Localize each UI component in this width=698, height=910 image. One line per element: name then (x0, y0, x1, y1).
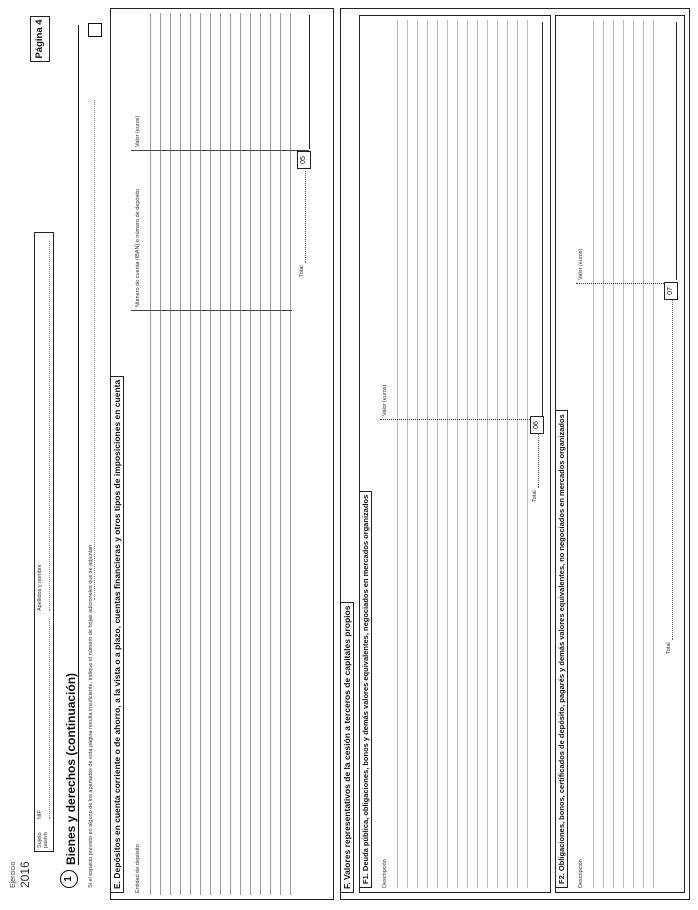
deposit-rows[interactable] (141, 13, 292, 895)
apellidos-field[interactable] (49, 241, 50, 611)
additional-sheets-note: Si el espacio previsto en alguno de los apartados de esta página resulta insuficiente, indique el número de hojas adicionales que se adjuntan (88, 544, 94, 888)
nif-field[interactable] (49, 619, 50, 819)
section-e (110, 8, 334, 900)
total-e-field[interactable] (297, 15, 310, 149)
section-title: Bienes y derechos (continuación) (64, 672, 78, 865)
section-f2 (555, 15, 685, 893)
f2-total-label: Total (666, 642, 672, 654)
f1-total-field[interactable] (530, 22, 543, 416)
f1-total-leader (538, 434, 539, 488)
col-divider-1 (131, 310, 292, 311)
page-number: Página 4 (30, 16, 50, 62)
section-e-title: E. Depósitos en cuenta corriente o de ahorro, a la vista o a plazo, cuentas financieras y otros tipos de imposiciones en cuenta (110, 376, 124, 893)
section-f (340, 8, 690, 900)
ejercicio-label: Ejercicio (10, 861, 17, 888)
total-e-label: Total (299, 265, 305, 277)
f1-rows[interactable] (388, 20, 528, 888)
section-f1-title: F1. Deuda pública, obligaciones, bonos y demás valores equivalentes, negociados en mercados organizados (359, 491, 372, 888)
sujeto-pasivo-label: Sujeto pasivo (37, 832, 49, 848)
additional-sheets-checkbox[interactable] (88, 23, 102, 37)
nif-label: NIF (37, 810, 43, 819)
box-06: 06 (530, 416, 544, 434)
apellidos-label: Apellidos y nombre (37, 564, 43, 611)
note-leader (94, 100, 95, 600)
section-f1 (359, 15, 551, 893)
box-05: 05 (297, 151, 311, 169)
sujeto-pasivo-box (34, 232, 54, 852)
f1-col-descripcion: Descripción (382, 859, 388, 888)
total-e-leader (305, 171, 306, 263)
f1-col-divider (380, 419, 530, 420)
f2-col-valor: Valor (euros) (578, 248, 584, 280)
section-f-title: F. Valores representativos de la cesión a terceros de capitales propios (340, 602, 354, 893)
f2-rows[interactable] (584, 20, 662, 888)
col-valor-label: Valor (euros) (135, 115, 141, 147)
col-iban-label: Número de cuenta (IBAN) o número de depósito (135, 188, 141, 307)
f1-col-valor: Valor (euros) (382, 384, 388, 416)
section-f2-title: F2. Obligaciones, bonos, certificados de depósito, pagarés y demás valores equivalentes, no negociados en mercados organizados (555, 410, 568, 888)
section-underline (78, 25, 79, 865)
f1-total-label: Total (532, 490, 538, 502)
col-divider-2 (131, 150, 309, 151)
section-number: 1 (60, 870, 78, 888)
box-07: 07 (664, 282, 678, 300)
f2-total-leader (672, 300, 673, 640)
f2-col-divider (576, 283, 664, 284)
year: 2016 (18, 861, 32, 888)
f2-col-descripcion: Descripción (578, 859, 584, 888)
col-entidad-label: Entidad de depósito (135, 844, 141, 893)
f2-total-field[interactable] (664, 22, 677, 280)
